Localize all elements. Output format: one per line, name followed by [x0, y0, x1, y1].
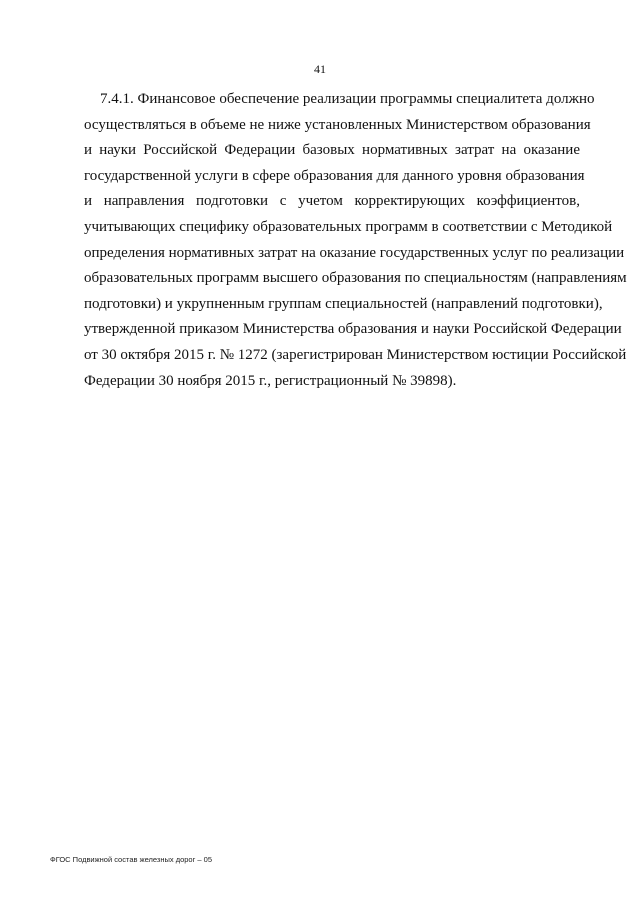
- document-footer: ФГОС Подвижной состав железных дорог – 05: [50, 855, 213, 864]
- paragraph-line: образовательных программ высшего образования по специальностям (направлениям: [84, 270, 627, 287]
- paragraph-line: Федерации 30 ноября 2015 г., регистрационный № 39898).: [84, 372, 457, 389]
- paragraph-line: от 30 октября 2015 г. № 1272 (зарегистрирован Министерством юстиции Российской: [84, 346, 627, 363]
- paragraph-line: утвержденной приказом Министерства образования и науки Российской Федерации: [84, 321, 622, 338]
- page-number: 41: [314, 62, 326, 76]
- paragraph-line: определения нормативных затрат на оказание государственных услуг по реализации: [84, 244, 625, 261]
- paragraph-line: и науки Российской Федерации базовых нормативных затрат на оказание: [84, 142, 580, 159]
- paragraph-line: учитывающих специфику образовательных программ в соответствии с Методикой: [84, 218, 613, 235]
- paragraph-line: подготовки) и укрупненным группам специальностей (направлений подготовки),: [84, 295, 603, 312]
- paragraph-line: осуществляться в объеме не ниже установленных Министерством образования: [84, 116, 591, 133]
- paragraph-7-4-1: [84, 87, 627, 394]
- paragraph-line: 7.4.1. Финансовое обеспечение реализации программы специалитета должно: [100, 91, 595, 107]
- paragraph-line: государственной услуги в сфере образования для данного уровня образования: [84, 167, 585, 184]
- paragraph-line: и направления подготовки с учетом корректирующих коэффициентов,: [84, 193, 580, 210]
